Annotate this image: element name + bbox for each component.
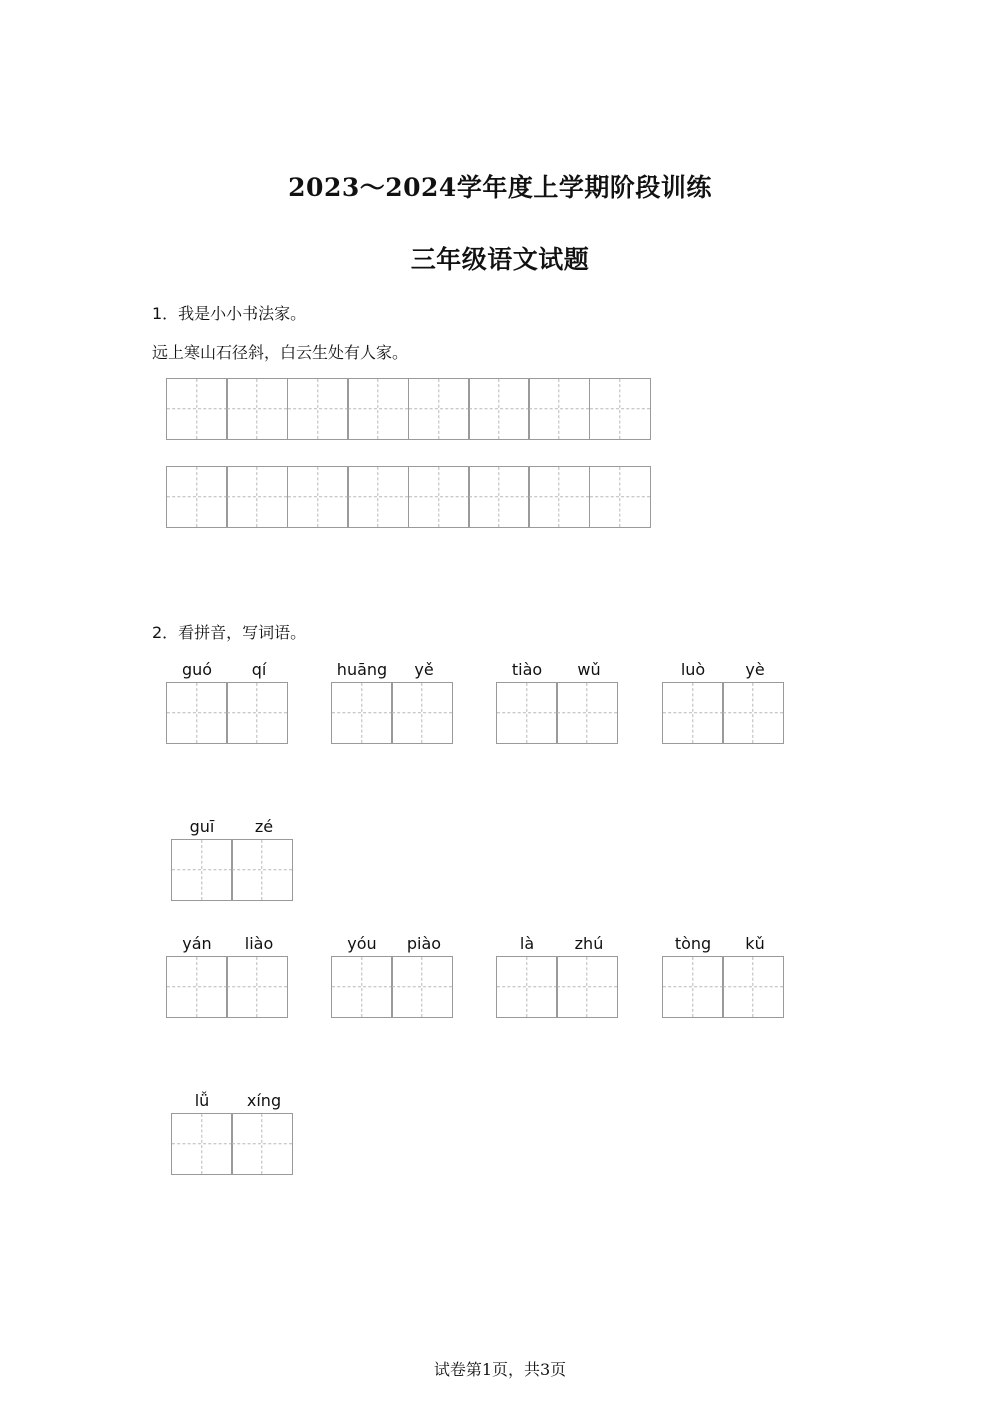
word-block: [171, 818, 295, 901]
tianzige-cell[interactable]: [226, 466, 288, 528]
pinyin-label: tòng: [674, 934, 712, 953]
pinyin-label: kǔ: [745, 934, 765, 953]
pinyin-label: zhú: [574, 934, 604, 953]
tianzige-cell[interactable]: [331, 956, 393, 1018]
pinyin-label: tiào: [511, 660, 543, 679]
word-block: [496, 935, 620, 1018]
pinyin-label: piào: [406, 934, 442, 953]
pinyin-label: xíng: [246, 1091, 282, 1110]
tianzige-cell[interactable]: [662, 956, 724, 1018]
pinyin-label: yán: [182, 934, 212, 953]
pinyin-label: là: [519, 934, 535, 953]
word-block: [331, 661, 455, 744]
tianzige-cell[interactable]: [226, 378, 288, 440]
word-block: [166, 935, 290, 1018]
tianzige-cell[interactable]: [589, 378, 651, 440]
tianzige-cell[interactable]: [166, 682, 228, 744]
tianzige-cell[interactable]: [722, 682, 784, 744]
tianzige-cell[interactable]: [166, 378, 228, 440]
question-1-prompt: 1．我是小小书法家。: [152, 304, 307, 323]
pinyin-label: yè: [745, 660, 765, 679]
tianzige-cell[interactable]: [496, 956, 558, 1018]
tianzige-cell[interactable]: [171, 839, 233, 901]
exam-subtitle: 三年级语文试题: [410, 245, 590, 274]
question-2-prompt: 2．看拼音，写词语。: [152, 623, 307, 642]
word-block: [166, 661, 290, 744]
pinyin-label: wǔ: [577, 660, 601, 679]
word-block: [662, 661, 786, 744]
word-block: [662, 935, 786, 1018]
word-block: [331, 935, 455, 1018]
tianzige-cell[interactable]: [408, 466, 470, 528]
writing-grid-row-1: [166, 378, 649, 440]
pinyin-label: luò: [680, 660, 706, 679]
tianzige-cell[interactable]: [408, 378, 470, 440]
tianzige-cell[interactable]: [468, 466, 530, 528]
tianzige-cell[interactable]: [287, 378, 349, 440]
tianzige-cell[interactable]: [528, 378, 590, 440]
pinyin-label: guó: [181, 660, 213, 679]
tianzige-cell[interactable]: [528, 466, 590, 528]
pinyin-label: guī: [189, 817, 215, 836]
tianzige-cell[interactable]: [468, 378, 530, 440]
tianzige-cell[interactable]: [347, 466, 409, 528]
exam-title: 2023～2024学年度上学期阶段训练: [288, 173, 712, 202]
tianzige-cell[interactable]: [496, 682, 558, 744]
pinyin-label: lǚ: [194, 1091, 210, 1110]
pinyin-label: huāng: [336, 660, 388, 679]
pinyin-label: zé: [254, 817, 274, 836]
page-footer: 试卷第1页，共3页: [433, 1360, 567, 1379]
tianzige-cell[interactable]: [231, 839, 293, 901]
word-block: [171, 1092, 295, 1175]
tianzige-cell[interactable]: [166, 956, 228, 1018]
tianzige-cell[interactable]: [347, 378, 409, 440]
tianzige-cell[interactable]: [231, 1113, 293, 1175]
tianzige-cell[interactable]: [226, 956, 288, 1018]
tianzige-cell[interactable]: [556, 956, 618, 1018]
tianzige-cell[interactable]: [331, 682, 393, 744]
tianzige-cell[interactable]: [556, 682, 618, 744]
pinyin-label: yě: [414, 660, 434, 679]
word-block: [496, 661, 620, 744]
tianzige-cell[interactable]: [171, 1113, 233, 1175]
tianzige-cell[interactable]: [722, 956, 784, 1018]
question-1-poem-line: 远上寒山石径斜，白云生处有人家。: [152, 343, 409, 362]
tianzige-cell[interactable]: [226, 682, 288, 744]
writing-grid-row-2: [166, 466, 649, 528]
pinyin-label: yóu: [347, 934, 377, 953]
tianzige-cell[interactable]: [287, 466, 349, 528]
tianzige-cell[interactable]: [391, 956, 453, 1018]
pinyin-label: qí: [251, 660, 267, 679]
pinyin-label: liào: [244, 934, 274, 953]
tianzige-cell[interactable]: [662, 682, 724, 744]
tianzige-cell[interactable]: [589, 466, 651, 528]
tianzige-cell[interactable]: [391, 682, 453, 744]
tianzige-cell[interactable]: [166, 466, 228, 528]
